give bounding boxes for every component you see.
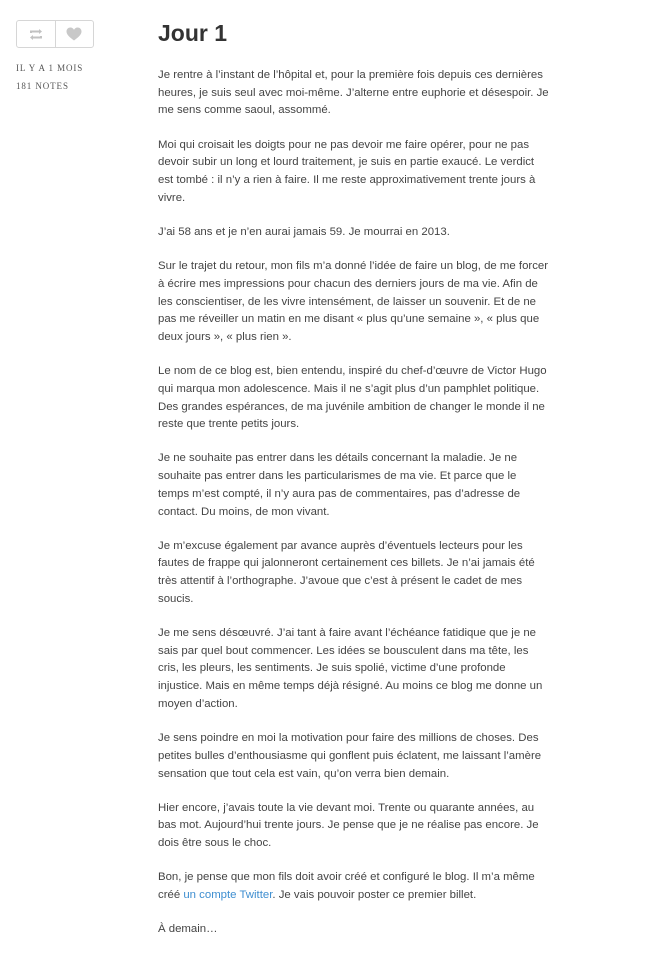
post-meta: [16, 59, 96, 95]
post-paragraph-9: Je sens poindre en moi la motivation pour faire des millions de choses. Des petites bulles d’enthousiasme qui gonflent puis éclatent, me laissant l’amère sensation que tout cela est vain, qu’on verra bien demain.: [158, 732, 542, 780]
post-sidebar: [16, 20, 96, 95]
post-notes-count[interactable]: 181 NOTES: [16, 81, 69, 91]
post-paragraph-5: Le nom de ce blog est, bien entendu, inspiré du chef-d’œuvre de Victor Hugo qui marqua mon adolescence. Mais il ne s’agit plus d’un pamphlet politique. Des grandes espérances, de ma juvénile ambition de changer le monde il ne reste que trente petits jours.: [158, 365, 547, 431]
reblog-icon: [28, 28, 44, 41]
post-paragraph-7: Je m’excuse également par avance auprès d’éventuels lecteurs pour les fautes de frappe qui jalonneront certainement ces billets. Je n’ai jamais été très attentif à l’orthographe. J’avoue que c’est à présent le cadet de mes soucis.: [158, 539, 535, 605]
heart-icon: [66, 27, 82, 41]
post-title: Jour 1: [158, 20, 228, 46]
post-paragraph-8: Je me sens désœuvré. J’ai tant à faire avant l’échéance fatidique que je ne sais par quel bout commencer. Les idées se bousculent dans ma tête, les cris, les pleurs, les sentiments. Je suis spolié, victime d’une profonde injustice. Mais en même temps déjà résigné. Au moins ce blog me donne un moyen d’action.: [158, 627, 543, 710]
post-paragraph-6: Je ne souhaite pas entrer dans les détails concernant la maladie. Je ne souhaite pas entrer dans les particularismes de ma vie. Et parce que le temps m’est compté, il n’y aura pas de commentaires, pas d’adresse de contact. Du moins, de mon vivant.: [158, 452, 521, 518]
post-paragraph-1: Je rentre à l’instant de l’hôpital et, pour la première fois depuis ces dernières heures, je suis seul avec moi-même. J’alterne entre euphorie et désespoir. Je me sens comme saoul, assommé.: [158, 69, 549, 117]
post-actions: [16, 20, 94, 48]
post-paragraph-2: Moi qui croisait les doigts pour ne pas devoir me faire opérer, pour ne pas devoir subir un long et lourd traitement, je suis en partie exaucé. Le verdict est tombé : il n’y a rien à faire. Il me reste approximativement trente jours à vivre.: [158, 138, 536, 204]
twitter-account-link[interactable]: un compte Twitter: [183, 889, 273, 902]
post-time-ago[interactable]: IL Y A 1 MOIS: [16, 63, 84, 73]
post-closing: À demain…: [158, 923, 218, 936]
post-paragraph-11: [158, 869, 550, 904]
post-body: [158, 67, 550, 939]
paragraph-text-before-link: Bon, je pense que mon fils doit avoir créé et configuré le blog. Il m’a même créé: [158, 871, 535, 902]
post-paragraph-3: J’ai 58 ans et je n’en aurai jamais 59. Je mourrai en 2013.: [158, 225, 450, 238]
post-paragraph-4: Sur le trajet du retour, mon fils m’a donné l’idée de faire un blog, de me forcer à écrire mes impressions pour chacun des derniers jours de ma vie. Afin de les conscientiser, de les vivre intensément, de laisser un souvenir. Et de ne pas me réveiller un matin en me disant « plus qu’une semaine », « plus que deux jours », « plus rien ».: [158, 260, 549, 343]
reblog-button[interactable]: [17, 21, 55, 47]
paragraph-text-after-link: . Je vais pouvoir poster ce premier billet.: [272, 889, 477, 902]
like-button[interactable]: [55, 21, 94, 47]
post: [158, 19, 550, 955]
post-paragraph-10: Hier encore, j’avais toute la vie devant moi. Trente ou quarante années, au bas mot. Aujourd’hui trente jours. Je pense que je ne réalise pas encore. Je dois être sous le choc.: [158, 801, 539, 850]
